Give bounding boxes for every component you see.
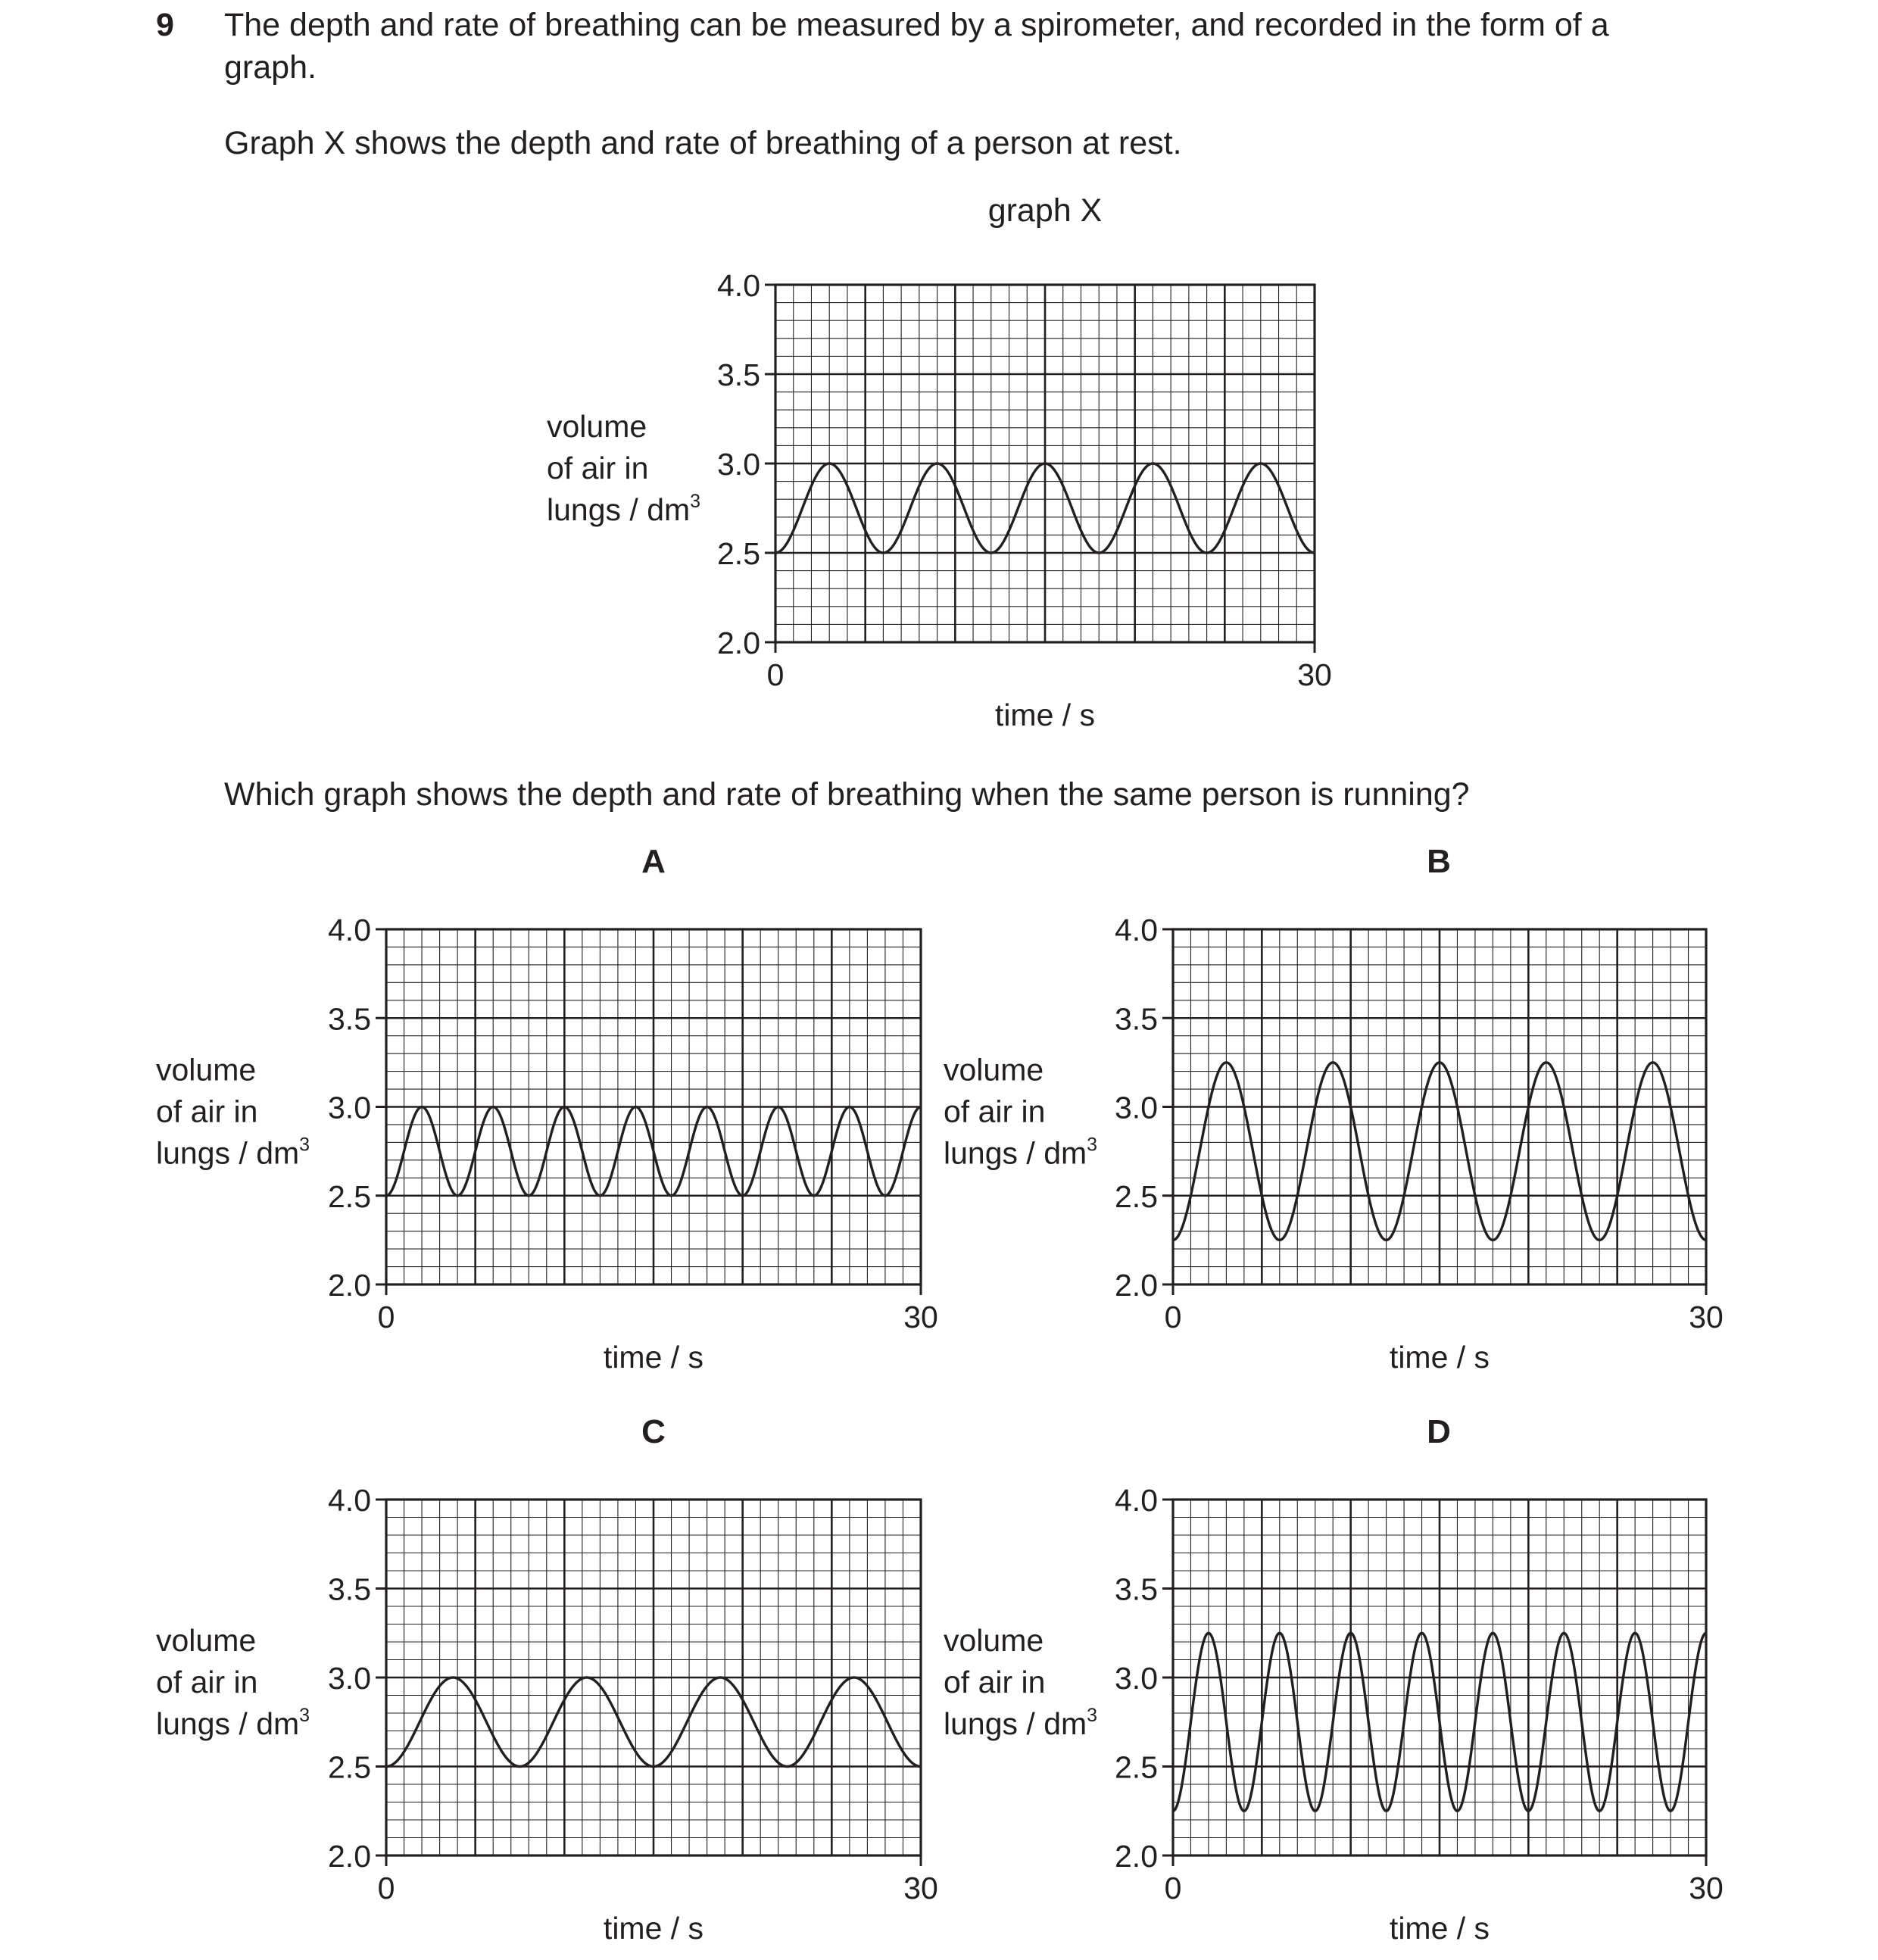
- y-axis-label-superscript: 3: [1087, 1134, 1098, 1156]
- grid: [386, 1500, 921, 1855]
- grid: [1173, 1500, 1706, 1855]
- y-axis-label-line: of air in: [547, 451, 649, 485]
- y-tick-label: 4.0: [717, 268, 760, 303]
- question-prompt: Which graph shows the depth and rate of breathing when the same person is running?: [224, 776, 1470, 813]
- graph-title: B: [1427, 843, 1451, 880]
- y-tick-label: 2.5: [717, 536, 760, 571]
- y-tick-label: 3.0: [717, 447, 760, 482]
- question-number: 9: [156, 7, 174, 43]
- y-axis-label-superscript: 3: [299, 1134, 310, 1156]
- y-axis-label-line: volume: [547, 409, 647, 444]
- x-tick-label: 30: [1689, 1871, 1724, 1905]
- y-axis-label-superscript: 3: [1087, 1705, 1098, 1726]
- x-tick-label: 30: [1689, 1300, 1724, 1334]
- y-axis-label-line: lungs / $dm^3$: [156, 1705, 310, 1741]
- x-tick-label: 0: [1164, 1300, 1182, 1334]
- y-tick-label: 2.0: [328, 1839, 371, 1874]
- y-axis-label-line: volume: [156, 1052, 257, 1088]
- y-tick-label: 4.0: [1115, 913, 1158, 947]
- y-tick-label: 4.0: [1115, 1483, 1158, 1518]
- x-tick-label: 0: [377, 1871, 395, 1905]
- y-tick-label: 3.0: [328, 1661, 371, 1696]
- y-tick-label: 3.5: [1115, 1001, 1158, 1037]
- y-axis-label-line: lungs / $dm^3$: [944, 1705, 1098, 1741]
- graph-title: D: [1427, 1413, 1451, 1450]
- y-axis-label-line: lungs / $dm^3$: [547, 491, 701, 527]
- x-tick-label: 30: [903, 1871, 938, 1905]
- graph-a: [156, 843, 938, 1375]
- y-tick-label: 3.0: [328, 1090, 371, 1125]
- x-axis-label: time / s: [994, 698, 1096, 732]
- graph-title: A: [641, 843, 666, 880]
- y-axis-label-superscript: 3: [299, 1705, 310, 1726]
- grid: [1173, 929, 1706, 1284]
- x-axis-label: time / s: [603, 1340, 704, 1375]
- x-axis-label: time / s: [603, 1911, 704, 1946]
- y-tick-label: 3.5: [328, 1001, 371, 1037]
- graph-b: [944, 843, 1724, 1375]
- x-axis-label: time / s: [1389, 1340, 1490, 1375]
- y-axis-label-line: volume: [944, 1052, 1044, 1088]
- graph-title: C: [641, 1413, 666, 1450]
- y-tick-label: 3.0: [1115, 1090, 1158, 1125]
- y-axis-label-superscript: 3: [690, 491, 701, 512]
- y-tick-label: 2.0: [717, 626, 760, 660]
- x-axis-label: time / s: [1389, 1911, 1490, 1946]
- x-tick-label: 30: [903, 1300, 938, 1334]
- y-tick-label: 3.5: [328, 1571, 371, 1607]
- y-tick-label: 4.0: [328, 1483, 371, 1518]
- graph-x: [547, 192, 1332, 732]
- y-tick-label: 2.5: [1115, 1178, 1158, 1214]
- question-stem-line-2: graph.: [224, 49, 317, 86]
- y-tick-label: 3.0: [1115, 1661, 1158, 1696]
- y-axis-label-line: volume: [156, 1623, 257, 1658]
- y-tick-label: 4.0: [328, 913, 371, 947]
- graph-d: [944, 1413, 1724, 1946]
- y-axis-label-line: lungs / $dm^3$: [156, 1134, 310, 1171]
- question-stem-line-1: The depth and rate of breathing can be measured by a spirometer, and recorded in the form of a: [224, 7, 1609, 43]
- question-intro: Graph X shows the depth and rate of breathing of a person at rest.: [224, 125, 1182, 161]
- y-tick-label: 2.0: [328, 1268, 371, 1303]
- y-axis-label-line: lungs / $dm^3$: [944, 1134, 1098, 1171]
- y-tick-label: 2.5: [328, 1749, 371, 1785]
- x-tick-label: 0: [766, 657, 785, 692]
- y-axis-label-line: of air in: [156, 1665, 258, 1699]
- y-axis-label-line: volume: [944, 1623, 1044, 1658]
- y-axis-label-line: of air in: [156, 1094, 258, 1129]
- y-tick-label: 2.5: [1115, 1749, 1158, 1785]
- graph-title: graph X: [987, 192, 1103, 229]
- y-tick-label: 2.0: [1115, 1839, 1158, 1874]
- y-axis-label-line: of air in: [944, 1094, 1046, 1129]
- grid: [386, 929, 921, 1284]
- x-tick-label: 0: [1164, 1871, 1182, 1905]
- x-tick-label: 0: [377, 1300, 395, 1334]
- y-tick-label: 3.5: [717, 357, 760, 392]
- y-tick-label: 3.5: [1115, 1571, 1158, 1607]
- y-tick-label: 2.0: [1115, 1268, 1158, 1303]
- x-tick-label: 30: [1297, 657, 1332, 692]
- graph-c: [156, 1413, 938, 1946]
- y-axis-label-line: of air in: [944, 1665, 1046, 1699]
- y-tick-label: 2.5: [328, 1178, 371, 1214]
